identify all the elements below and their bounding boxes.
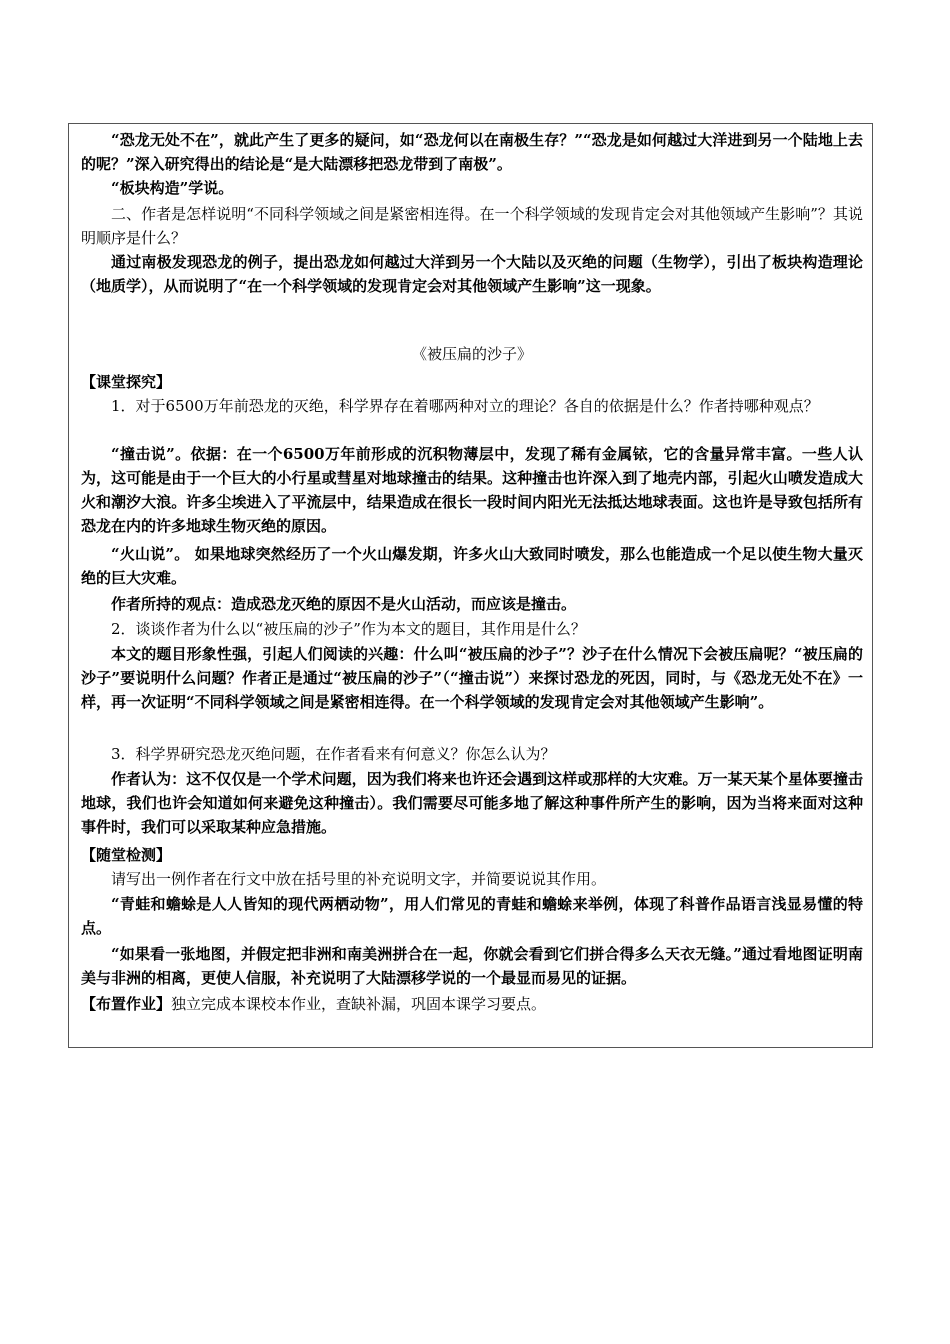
section-quiz: 【随堂检测】 — [81, 846, 172, 864]
question-2b: 2．谈谈作者为什么以“被压扁的沙子”作为本文的题目，其作用是什么？ — [111, 620, 586, 638]
content-frame — [68, 123, 873, 1048]
answer-4b: “如果看一张地图，并假定把非洲和南美洲拼合在一起，你就会看到它们拼合得多么天衣无缝。”通过看地图证明南美与非洲的相离，更使人信服，补充说明了大陆漂移学说的一个最显而易见的证据。 — [81, 945, 863, 987]
answer-1-view: 作者所持的观点：造成恐龙灭绝的原因不是火山活动，而应该是撞击。 — [111, 595, 577, 613]
question-1: 1．对于6500万年前恐龙的灭绝，科学界存在着哪两种对立的理论？各自的依据是什么？作者持哪种观点？ — [111, 397, 819, 415]
answer-1-impact: “撞击说”。依据：在一个6500万年前形成的沉积物薄层中，发现了稀有金属铱，它的含量异常丰富。一些人认为，这可能是由于一个巨大的小行星或彗星对地球撞击的结果。这种撞击也许深入到了地壳内部，引起火山喷发造成大火和潮汐大浪。许多尘埃进入了平流层中，结果造成在很长一段时间内阳光无法抵达地球表面。这也许是导致包括所有恐龙在内的许多地球生物灭绝的原因。 — [81, 445, 863, 535]
question-two: 二、作者是怎样说明“不同科学领域之间是紧密相连得。在一个科学领域的发现肯定会对其他领域产生影响”？其说明顺序是什么？ — [81, 205, 863, 247]
answer-1-volcano: “火山说”。 如果地球突然经历了一个火山爆发期，许多火山大致同时喷发，那么也能造成一个足以使生物大量灭绝的巨大灾难。 — [81, 545, 863, 587]
section-classroom-inquiry: 【课堂探究】 — [81, 373, 172, 391]
lesson-title: 《被压扁的沙子》 — [411, 345, 532, 363]
answer-4a: “青蛙和蟾蜍是人人皆知的现代两栖动物”，用人们常见的青蛙和蟾蜍来举例，体现了科普作品语言浅显易懂的特点。 — [81, 895, 863, 937]
answer-2b: 本文的题目形象性强，引起人们阅读的兴趣：什么叫“被压扁的沙子”？沙子在什么情况下会被压扁呢？“被压扁的沙子”要说明什么问题？作者正是通过“被压扁的沙子”（“撞击说”）来探讨恐龙的死因，同时，与《恐龙无处不在》一样，再一次证明“不同科学领域之间是紧密相连得。在一个科学领域的发现肯定会对其他领域产生影响”。 — [81, 645, 863, 711]
answer-two: 通过南极发现恐龙的例子，提出恐龙如何越过大洋到另一个大陆以及灭绝的问题（生物学），引出了板块构造理论（地质学），从而说明了“在一个科学领域的发现肯定会对其他领域产生影响”这一现象。 — [81, 253, 863, 295]
question-4: 请写出一例作者在行文中放在括号里的补充说明文字，并简要说说其作用。 — [111, 870, 607, 888]
paragraph-conclusion: “恐龙无处不在”，就此产生了更多的疑问，如“恐龙何以在南极生存？”“恐龙是如何越过大洋进到另一个陆地上去的呢？”深入研究得出的结论是“是大陆漂移把恐龙带到了南极”。 — [81, 131, 863, 173]
paragraph-plate-tectonics: “板块构造”学说。 — [111, 179, 234, 197]
question-3: 3．科学界研究恐龙灭绝问题，在作者看来有何意义？你怎么认为？ — [111, 745, 556, 763]
homework-text: 独立完成本课校本作业，查缺补漏，巩固本课学习要点。 — [171, 995, 547, 1013]
answer-3: 作者认为：这不仅仅是一个学术问题，因为我们将来也许还会遇到这样或那样的大灾难。万一某天某个星体要撞击地球，我们也许会知道如何来避免这种撞击）。我们需要尽可能多地了解这种事件所产生的影响，因为当将来面对这种事件时，我们可以采取某种应急措施。 — [81, 770, 863, 836]
section-homework: 【布置作业】 — [81, 995, 172, 1013]
homework — [81, 992, 863, 1016]
